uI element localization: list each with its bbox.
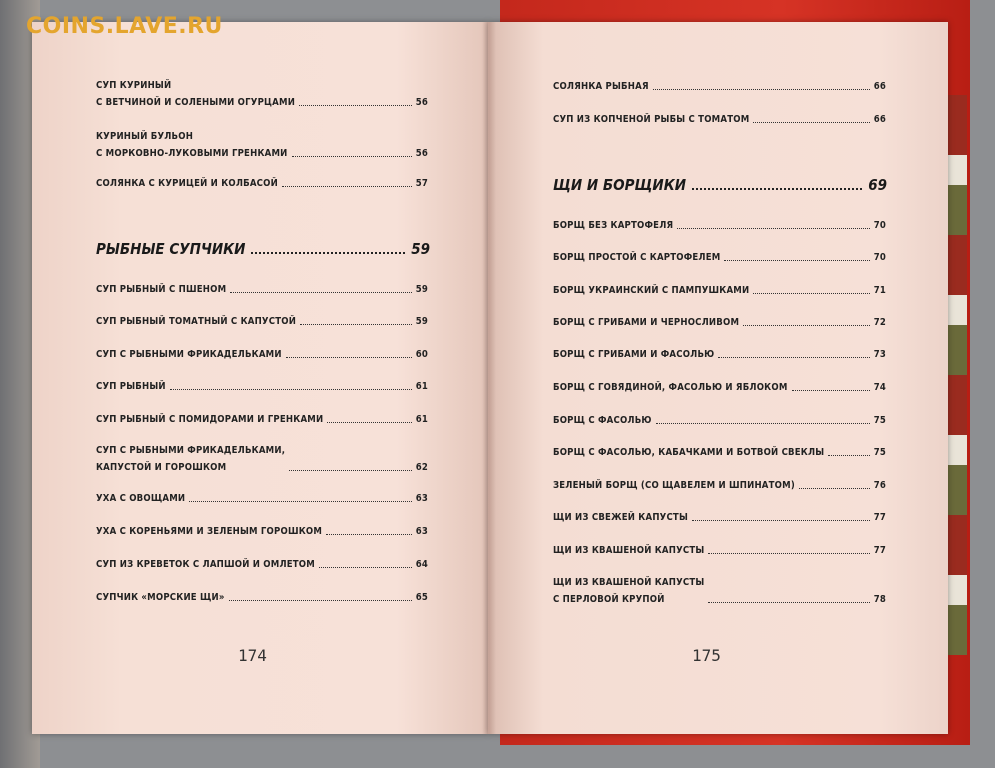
toc-entry-page: 56 [415,97,428,108]
toc-entry [553,217,886,234]
leader-dots [300,324,412,325]
toc-entry-title: БОРЩ С ГОВЯДИНОЙ, ФАСОЛЬЮ И ЯБЛОКОМ [553,382,788,393]
toc-entry-page: 74 [873,382,886,393]
toc-entry-title: КУРИНЫЙ БУЛЬОН С МОРКОВНО-ЛУКОВЫМИ ГРЕНКАМИ [96,131,288,159]
page-number: 175 [692,646,721,665]
toc-entry-title: УХА С КОРЕНЬЯМИ И ЗЕЛЕНЫМ ГОРОШКОМ [96,526,323,537]
leader-dots [692,188,862,190]
toc-entry-page: 75 [873,447,886,458]
toc-entry [96,523,428,540]
section-title: ЩИ И БОРЩИКИ [553,176,687,194]
toc-entry [553,111,886,128]
toc-entry-page: 59 [415,284,428,295]
leader-dots [292,156,412,157]
toc-entry-page: 72 [873,317,886,328]
toc-entry [553,379,886,396]
section-heading [553,176,887,194]
toc-entry-page: 78 [873,594,886,605]
toc-entry-title: УХА С ОВОЩАМИ [96,493,186,504]
toc-entry-page: 66 [873,81,886,92]
leader-dots [327,422,411,423]
toc-entry-page: 63 [415,526,428,537]
section-heading [96,240,430,258]
toc-entry-page: 63 [415,493,428,504]
toc-entry-page: 70 [873,220,886,231]
toc-entry [96,442,428,476]
toc-entry-page: 75 [873,415,886,426]
leader-dots [828,455,869,456]
leader-dots [326,534,412,535]
leader-dots [299,105,412,106]
toc-entry [553,509,886,526]
toc-entry-page: 62 [415,462,428,473]
toc-entry-page: 70 [873,252,886,263]
toc-entry-title: СОЛЯНКА С КУРИЦЕЙ И КОЛБАСОЙ [96,178,278,189]
toc-entry-title: СУП ИЗ КРЕВЕТОК С ЛАПШОЙ И ОМЛЕТОМ [96,559,315,570]
leader-dots [724,260,869,261]
leader-dots [708,553,869,554]
book-spine-shadow [482,22,496,734]
toc-entry-title: СОЛЯНКА РЫБНАЯ [553,81,649,92]
leader-dots [692,520,870,521]
toc-entry-page: 60 [415,349,428,360]
leader-dots [708,602,869,603]
toc-entry [553,249,886,266]
leader-dots [251,252,405,254]
leader-dots [289,470,412,471]
toc-entry [96,77,428,111]
toc-entry-page: 65 [415,592,428,603]
leader-dots [653,89,870,90]
leader-dots [286,357,412,358]
toc-entry-title: СУПЧИК «МОРСКИЕ ЩИ» [96,592,225,603]
toc-entry-title: БОРЩ С ГРИБАМИ И ЧЕРНОСЛИВОМ [553,317,740,328]
toc-entry [96,128,428,162]
toc-entry-title: СУП РЫБНЫЙ С ПОМИДОРАМИ И ГРЕНКАМИ [96,414,324,425]
toc-entry [96,313,428,330]
leader-dots [753,122,869,123]
toc-entry [553,542,886,559]
leader-dots [792,390,870,391]
toc-entry-page: 64 [415,559,428,570]
toc-entry-title: ЗЕЛЕНЫЙ БОРЩ (СО ЩАВЕЛЕМ И ШПИНАТОМ) [553,480,795,491]
toc-entry [96,346,428,363]
cover-illustration-edge [947,95,967,655]
toc-entry-title: СУП РЫБНЫЙ С ПШЕНОМ [96,284,227,295]
leader-dots [230,292,411,293]
toc-entry-title: БОРЩ С ФАСОЛЬЮ, КАБАЧКАМИ И БОТВОЙ СВЕКЛЫ [553,447,825,458]
leader-dots [170,389,412,390]
toc-entry [96,281,428,298]
toc-entry [553,444,886,461]
toc-entry-page: 66 [873,114,886,125]
toc-entry [96,556,428,573]
toc-entry-title: СУП КУРИНЫЙ С ВЕТЧИНОЙ И СОЛЕНЫМИ ОГУРЦАМИ [96,80,296,108]
leader-dots [799,488,870,489]
toc-entry-page: 61 [415,381,428,392]
leader-dots [229,600,412,601]
toc-entry [553,314,886,331]
leader-dots [743,325,870,326]
toc-entry-title: СУП С РЫБНЫМИ ФРИКАДЕЛЬКАМИ, КАПУСТОЙ И ГОРОШКОМ [96,445,286,473]
toc-entry [553,282,886,299]
toc-entry-title: БОРЩ С ФАСОЛЬЮ [553,415,652,426]
toc-entry-title: ЩИ ИЗ КВАШЕНОЙ КАПУСТЫ С ПЕРЛОВОЙ КРУПОЙ [553,577,705,605]
leader-dots [656,423,870,424]
toc-entry [96,589,428,606]
toc-entry [96,490,428,507]
toc-entry-page: 61 [415,414,428,425]
toc-entry-page: 71 [873,285,886,296]
section-page: 59 [411,240,430,258]
toc-entry-title: ЩИ ИЗ СВЕЖЕЙ КАПУСТЫ [553,512,689,523]
toc-entry-page: 59 [415,316,428,327]
toc-entry-page: 77 [873,545,886,556]
toc-entry [553,412,886,429]
leader-dots [319,567,412,568]
section-title: РЫБНЫЕ СУПЧИКИ [96,240,246,258]
toc-entry [553,78,886,95]
toc-entry-title: БОРЩ С ГРИБАМИ И ФАСОЛЬЮ [553,349,715,360]
toc-entry [96,175,428,192]
toc-entry-page: 73 [873,349,886,360]
toc-entry-page: 76 [873,480,886,491]
toc-entry-title: БОРЩ ПРОСТОЙ С КАРТОФЕЛЕМ [553,252,721,263]
toc-entry [553,477,886,494]
toc-entry-page: 77 [873,512,886,523]
toc-entry-title: СУП РЫБНЫЙ [96,381,166,392]
toc-entry-title: СУП С РЫБНЫМИ ФРИКАДЕЛЬКАМИ [96,349,282,360]
leader-dots [718,357,869,358]
toc-entry-title: СУП ИЗ КОПЧЕНОЙ РЫБЫ С ТОМАТОМ [553,114,750,125]
toc-entry [553,346,886,363]
toc-entry-title: БОРЩ БЕЗ КАРТОФЕЛЯ [553,220,674,231]
right-page [488,22,948,734]
leader-dots [753,293,869,294]
toc-entry [96,378,428,395]
page-number: 174 [238,646,267,665]
toc-entry-title: СУП РЫБНЫЙ ТОМАТНЫЙ С КАПУСТОЙ [96,316,297,327]
toc-entry-page: 56 [415,148,428,159]
section-page: 69 [868,176,887,194]
toc-entry-page: 57 [415,178,428,189]
leader-dots [189,501,411,502]
watermark: COINS.LAVE.RU [26,14,223,39]
toc-entry [553,574,886,608]
toc-entry-title: ЩИ ИЗ КВАШЕНОЙ КАПУСТЫ [553,545,705,556]
leader-dots [677,228,869,229]
toc-entry-title: БОРЩ УКРАИНСКИЙ С ПАМПУШКАМИ [553,285,750,296]
leader-dots [282,186,412,187]
toc-entry [96,411,428,428]
